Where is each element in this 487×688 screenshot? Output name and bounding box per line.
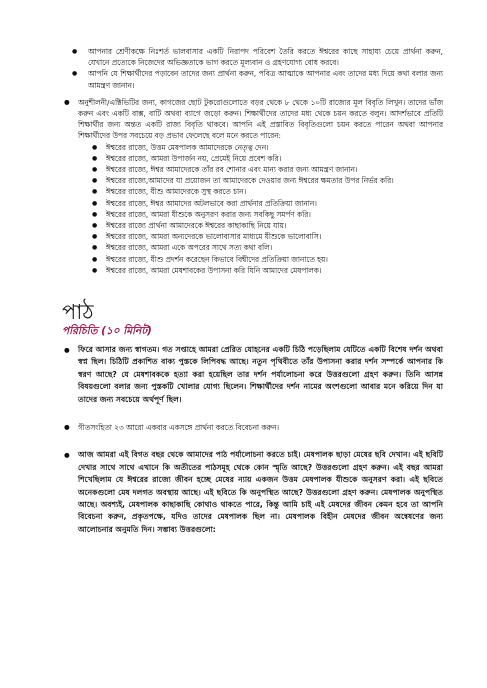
list-item: ● ঈশ্বরের রাজ্যে, যীশু আমাদেরকে সুস্থ করতে চান। xyxy=(78,186,443,197)
list-item: ● ঈশ্বরের রাজ্যে, আমরা মেষশাবকের উপাসনা করি যিনি আমাদের মেষপালক। xyxy=(78,265,443,276)
list-item: ● গীতসংহিতা ২৩ আরো একবার একসঙ্গে প্রার্থনা করতে বিবেচনা করুন। xyxy=(62,422,443,433)
intro-list-1 xyxy=(62,344,443,406)
intro-list-2 xyxy=(62,422,443,433)
list-item: ● ঈশ্বরের রাজ্যে, আমরা উপার্জন নয়, প্রেমেই নিয়ে প্রবেশ করি। xyxy=(78,153,443,164)
practice-intro-text: ● অনুশীলনী/এক্টিভিটির জন্য, কাগজের ছোট টুকরোগুলোতে বড়র থেকে ৮ থেকে ১০টি রাজ্যের মূল বিবৃতি লিখুন। তাদের ভাঁজ করুন এবং একটি বাক্স, বাটি অথবা ব্যাগে জড়ো করুন। শিক্ষার্থীদের তাদের মধ্য থেকে চয়ন করতে বলুন। আদর্শভাবে প্রতিটি শিক্ষার্থীর জন্য অন্তত একটি রাজ্য বিবৃতি থাকবে। আপনি এই প্রস্তাবিত বিবৃতিগুলো চয়ন করতে পারেন অথবা আপনার শিক্ষার্থীদের উপর সবচেয়ে বড় প্রভাব ফেলেছে বলে মনে করতে পারেন: xyxy=(78,97,443,141)
opening-prayer-list xyxy=(62,46,443,91)
practice-intro xyxy=(62,97,443,276)
list-item: ● ঈশ্বরের রাজ্যে, যীশু প্রদর্শন করেছেন কিভাবে বিশ্বীদের প্রতিক্রিয়া জানাতে হয়। xyxy=(78,254,443,265)
intro-list-3 xyxy=(62,449,443,536)
list-item: ● ঈশ্বরের রাজ্যে,আমাদের যা প্রয়োজন তা আমাদেরকে দেওয়ার জন্য ঈশ্বরের ক্ষমতার উপর নির্ভর করি। xyxy=(78,175,443,186)
list-item: ● ঈশ্বরের রাজ্যে, ঈশ্বর আমাদেরকে তাঁর রব শোনার এবং মান্য করার জন্য আমন্ত্রণ জানান। xyxy=(78,164,443,175)
list-item: ● ঈশ্বরের রাজ্যে, আমরা একে অপরের সাথে সত্য কথা বলি। xyxy=(78,242,443,253)
list-item: ● ঈশ্বরের রাজ্যে প্রার্থনা আমাদেরকে ঈশ্বরের কাছাকাছি নিয়ে যায়। xyxy=(78,220,443,231)
kingdom-statements-list xyxy=(78,142,443,276)
introduction-subheading: পরিচিতি (১০ মিনিট) xyxy=(62,325,152,338)
list-item: ● আজ আমরা এই বিগত বছর থেকে আমাদের পাঠ পর্যালোচনা করতে চাই। মেষপালক ছাড়া মেষের ছবি দেখান। এই ছবিটি দেখার সাথে সাথে এখানে কি অতীতের পাঠসমূহ থেকে কোন স্মৃতি আছে? উত্তরগুলো গ্রহণ করুন। এই বছর আমরা শিখেছিলাম যে ঈশ্বরের রাজ্যে জীবন হচ্ছে মেষের ন্যায় একজন উত্তম মেষপালক যীশুকে অনুসরণ করা। এই ছবিতে অনেকগুলো মেষ দলগত অবস্থায় আছে। এই ছবিতে কি অনুপস্থিত আছে? উত্তরগুলো গ্রহণ করুন। মেষপালক অনুপস্থিত আছে। অবশ্যই, মেষপালক কাছাকাছি কোথাও থাকতে পারে, কিন্তু আমি চাই এই মেষদের জীবন কেমন হবে তা আপনি বিবেচনা করুন, প্রকৃতপক্ষে, যদিও তাদের মেষপালক ছিল না। মেষপালক বিহীন মেষদের জীবন অন্বেষণের জন্য আলোচনার অনুমতি দিন। সম্ভাব্য উত্তরগুলো: xyxy=(62,449,443,536)
practice-list xyxy=(62,97,443,276)
list-item: ● ঈশ্বরের রাজ্যে, উত্তম মেষপালক আমাদেরকে নেতৃত্ব দেন। xyxy=(78,142,443,153)
list-item: ● ঈশ্বরের রাজ্যে, ঈশ্বর আমাদের অটলভাবে করা প্রার্থনার প্রতিক্রিয়া জানান। xyxy=(78,198,443,209)
lesson-heading: পাঠ xyxy=(62,300,94,325)
list-item: ● ঈশ্বরের রাজ্যে, আমরা যীশুকে অনুসরণ করার জন্য সবকিছু সমর্পণ করি। xyxy=(78,209,443,220)
list-item: ● ঈশ্বরের রাজ্যে, আমরা অন্যদেরকে ভালোবাসার মাধ্যমে যীশুকে ভালোবাসি। xyxy=(78,231,443,242)
list-item: ● আপনি যে শিক্ষার্থীদের পড়াবেন তাদের জন্য প্রার্থনা করুন, পবিত্র আত্মাকে আপনার এবং তাদের মধ্য দিয়ে কথা বলার জন্য আমন্ত্রণ জানান। xyxy=(62,68,443,90)
list-item: ● আপনার শ্রেণীকক্ষে নিঃশর্ত ভালবাসার একটি নিরাপদ পরিবেশ তৈরি করতে ঈশ্বরের কাছে সাহায্য চেয়ে প্রার্থনা করুন, যেখানে প্রত্যেকে নিজেদের অভিজ্ঞতাকে ভাগ করতে মূল্যবান ও গ্রহণযোগ্য বোধ করবে। xyxy=(62,46,443,68)
list-item: ● ফিরে আসার জন্য স্বাগতম। গত সপ্তাহে আমরা প্রেরিত যোহনের একটি চিঠি পড়েছিলাম যেটিতে একটি বিশেষ দর্শন অথবা স্বপ্ন ছিল। চিঠিটি প্রকাশিত বাক্য পুস্তকে লিপিবদ্ধ আছে। নতুন পৃথিবীতে তাঁর উপাসনা করার দর্শন সম্পর্কে আপনার কি স্বরণ আছে? যে মেষশাবককে হত্যা করা হয়েছিল তার দর্শন পর্যালোচনা করে উত্তরগুলো গ্রহণ করুন। তিনি আসন্ন বিষয়গুলো বলার জন্য পুস্তকটি খোলার যোগ্য ছিলেন। শিক্ষার্থীদের দর্শন নামের অংশগুলো আবার মনে করিয়ে দিন যা তাদের জন্য সবচেয়ে অর্থপূর্ণ ছিল। xyxy=(62,344,443,406)
